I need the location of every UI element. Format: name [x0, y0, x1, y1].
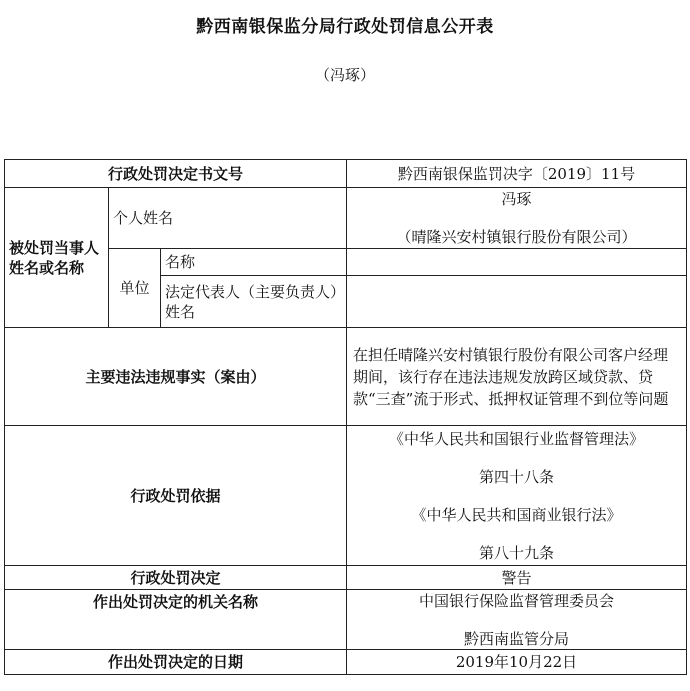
page-subtitle: （冯琢） — [314, 66, 375, 84]
penalty-info-table — [4, 159, 687, 675]
table-row — [5, 426, 687, 566]
table-row — [5, 590, 687, 650]
table-row — [5, 566, 687, 590]
facts-value: 在担任晴隆兴安村镇银行股份有限公司客户经理期间，该行存在违法违规发放跨区域贷款、贷款“三查”流于形式、抵押权证管理不到位等问题 — [347, 328, 687, 426]
unit-name-value — [347, 249, 687, 276]
authority-cell — [347, 590, 687, 650]
individual-name-value: 冯琢 — [501, 190, 532, 208]
individual-name-cell — [347, 188, 687, 249]
basis-label: 行政处罚依据 — [5, 426, 347, 566]
doc-number-label: 行政处罚决定书文号 — [5, 160, 347, 188]
page-title: 黔西南银保监分局行政处罚信息公开表 — [196, 17, 494, 37]
date-label: 作出处罚决定的日期 — [5, 650, 347, 675]
basis-law-2: 《中华人民共和国商业银行法》 — [411, 505, 622, 524]
individual-employer-value: （晴隆兴安村镇银行股份有限公司） — [396, 228, 637, 246]
authority-label: 作出处罚决定的机关名称 — [5, 590, 347, 650]
legal-rep-label: 法定代表人（主要负责人）姓名 — [161, 276, 347, 328]
individual-name-label: 个人姓名 — [109, 188, 347, 249]
legal-rep-value — [347, 276, 687, 328]
party-label: 被处罚当事人姓名或名称 — [5, 188, 109, 328]
authority-line-1: 中国银行保险监督管理委员会 — [419, 591, 615, 610]
table-row — [5, 650, 687, 675]
unit-name-label: 名称 — [161, 249, 347, 276]
table-row — [5, 188, 687, 249]
basis-article-2: 第八十九条 — [479, 543, 555, 562]
date-value: 2019年10月22日 — [347, 650, 687, 675]
unit-label: 单位 — [109, 249, 161, 328]
table-row — [5, 328, 687, 426]
basis-article-1: 第四十八条 — [479, 467, 555, 486]
basis-law-1: 《中华人民共和国银行业监督管理法》 — [389, 429, 645, 448]
decision-value: 警告 — [347, 566, 687, 590]
doc-number-value: 黔西南银保监罚决字〔2019〕11号 — [347, 160, 687, 188]
table-row — [5, 160, 687, 188]
decision-label: 行政处罚决定 — [5, 566, 347, 590]
authority-line-2: 黔西南监管分局 — [464, 629, 570, 648]
basis-cell — [347, 426, 687, 566]
facts-label: 主要违法违规事实（案由） — [5, 328, 347, 426]
